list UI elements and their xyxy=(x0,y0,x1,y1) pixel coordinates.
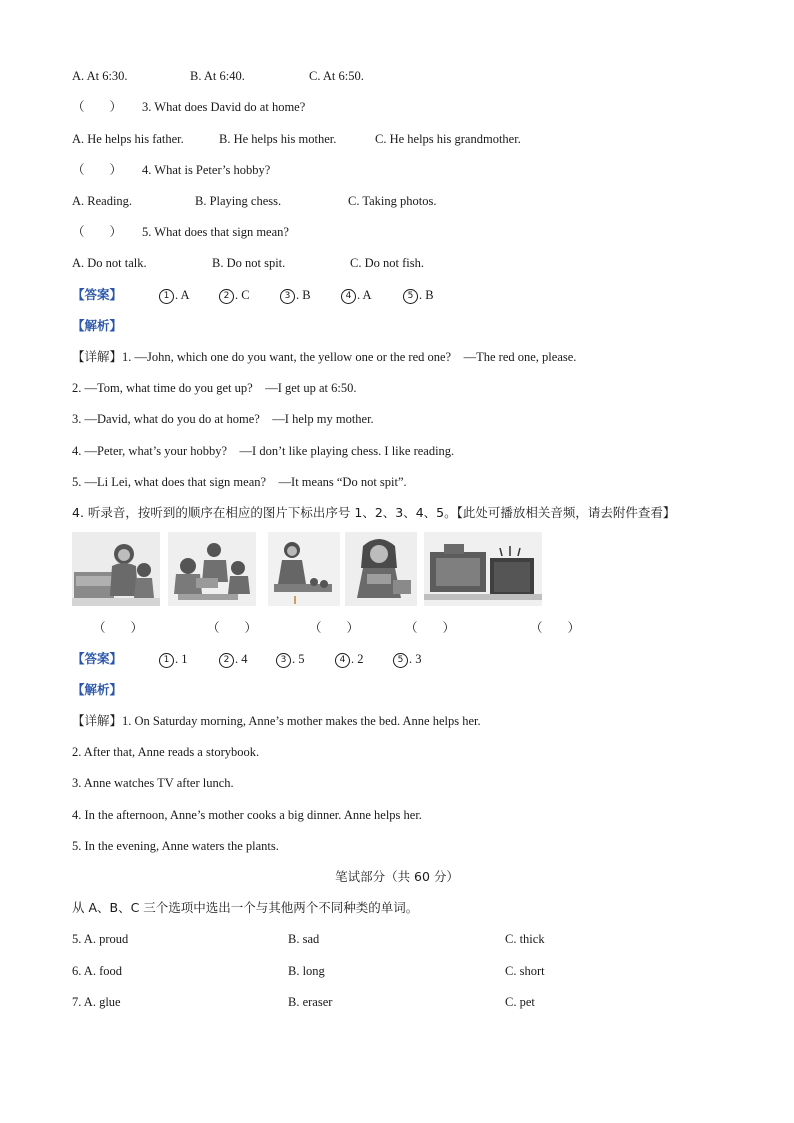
q5-answer-paren: （ ） xyxy=(72,225,123,239)
detail-line: 3. Anne watches TV after lunch. xyxy=(72,776,234,790)
q1-option-a: A. At 6:30. xyxy=(72,69,128,83)
answer-item: 2 . 4 xyxy=(219,650,248,668)
q4-answer-paren: （ ） xyxy=(72,163,123,177)
answer-item: 5 . 3 xyxy=(393,650,422,668)
q4-question: 4. What is Peter’s hobby? xyxy=(142,163,271,177)
answer-item: 3 . 5 xyxy=(276,650,305,668)
vocab-option-c: C. thick xyxy=(505,932,545,946)
vocab-option-c: C. short xyxy=(505,964,545,978)
picture-reading-storybook xyxy=(168,532,256,606)
vocab-option-a: 7. A. glue xyxy=(72,995,121,1009)
image-answer-paren: （ ） xyxy=(309,621,360,635)
q5-question: 5. What does that sign mean? xyxy=(142,225,289,239)
picture-watching-tv xyxy=(268,532,340,606)
vocab-option-b: B. long xyxy=(288,964,325,978)
q4-option-c: C. Taking photos. xyxy=(348,194,437,208)
detail-line: 5. —Li Lei, what does that sign mean? —It means “Do not spit”. xyxy=(72,475,407,489)
q5-option-a: A. Do not talk. xyxy=(72,256,147,270)
section-4-instruction: 4. 听录音，按听到的顺序在相应的图片下标出序号 1、2、3、4、5。【此处可播放相关音频，请去附件查看】 xyxy=(72,505,676,520)
detail-line: 3. —David, what do you do at home? —I help my mother. xyxy=(72,412,374,426)
image-answer-paren: （ ） xyxy=(207,621,258,635)
vocab-option-b: B. eraser xyxy=(288,995,333,1009)
detail-line: 2. After that, Anne reads a storybook. xyxy=(72,745,260,759)
vocab-option-a: 6. A. food xyxy=(72,964,122,978)
q3-question: 3. What does David do at home? xyxy=(142,100,306,114)
answer-item: 4 . 2 xyxy=(335,650,364,668)
vocab-option-c: C. pet xyxy=(505,995,535,1009)
answer-item: 1 . 1 xyxy=(159,650,188,668)
choose-instruction: 从 A、B、C 三个选项中选出一个与其他两个不同种类的单词。 xyxy=(72,900,419,915)
vocab-option-a: 5. A. proud xyxy=(72,932,129,946)
detail-line: 5. In the evening, Anne waters the plants. xyxy=(72,839,279,853)
detail-line: 【详解】1. —John, which one do you want, the yellow one or the red one? —The red one, please. xyxy=(72,349,577,364)
answer-item: 5 . B xyxy=(403,286,434,304)
image-answer-paren: （ ） xyxy=(530,621,581,635)
answer-item: 3 . B xyxy=(280,286,311,304)
q3-option-c: C. He helps his grandmother. xyxy=(375,132,521,146)
image-answer-paren: （ ） xyxy=(93,621,144,635)
analysis-label: 【解析】 xyxy=(72,318,123,333)
q5-option-b: B. Do not spit. xyxy=(212,256,286,270)
detail-line: 4. —Peter, what’s your hobby? —I don’t like playing chess. I like reading. xyxy=(72,444,455,458)
q1-option-b: B. At 6:40. xyxy=(190,69,245,83)
q4-option-b: B. Playing chess. xyxy=(195,194,282,208)
image-answer-paren: （ ） xyxy=(405,621,456,635)
vocab-option-b: B. sad xyxy=(288,932,320,946)
picture-cooking-dinner xyxy=(345,532,417,606)
answer-label: 【答案】 xyxy=(72,287,123,302)
answer-label: 【答案】 xyxy=(72,651,123,666)
answer-item: 4 . A xyxy=(341,286,372,304)
answer-item: 2 . C xyxy=(219,286,250,304)
detail-line: 4. In the afternoon, Anne’s mother cooks a big dinner. Anne helps her. xyxy=(72,808,422,822)
analysis-label: 【解析】 xyxy=(72,682,123,697)
picture-watering-plants xyxy=(424,532,542,606)
detail-line: 2. —Tom, what time do you get up? —I get up at 6:50. xyxy=(72,381,357,395)
picture-making-bed xyxy=(72,532,160,606)
written-section-header: 笔试部分（共 60 分） xyxy=(335,869,459,884)
q3-option-b: B. He helps his mother. xyxy=(219,132,337,146)
q5-option-c: C. Do not fish. xyxy=(350,256,424,270)
q3-option-a: A. He helps his father. xyxy=(72,132,184,146)
q1-option-c: C. At 6:50. xyxy=(309,69,364,83)
detail-line: 【详解】1. On Saturday morning, Anne’s mother makes the bed. Anne helps her. xyxy=(72,713,481,728)
answer-item: 1 . A xyxy=(159,286,190,304)
q3-answer-paren: （ ） xyxy=(72,100,123,114)
q4-option-a: A. Reading. xyxy=(72,194,133,208)
